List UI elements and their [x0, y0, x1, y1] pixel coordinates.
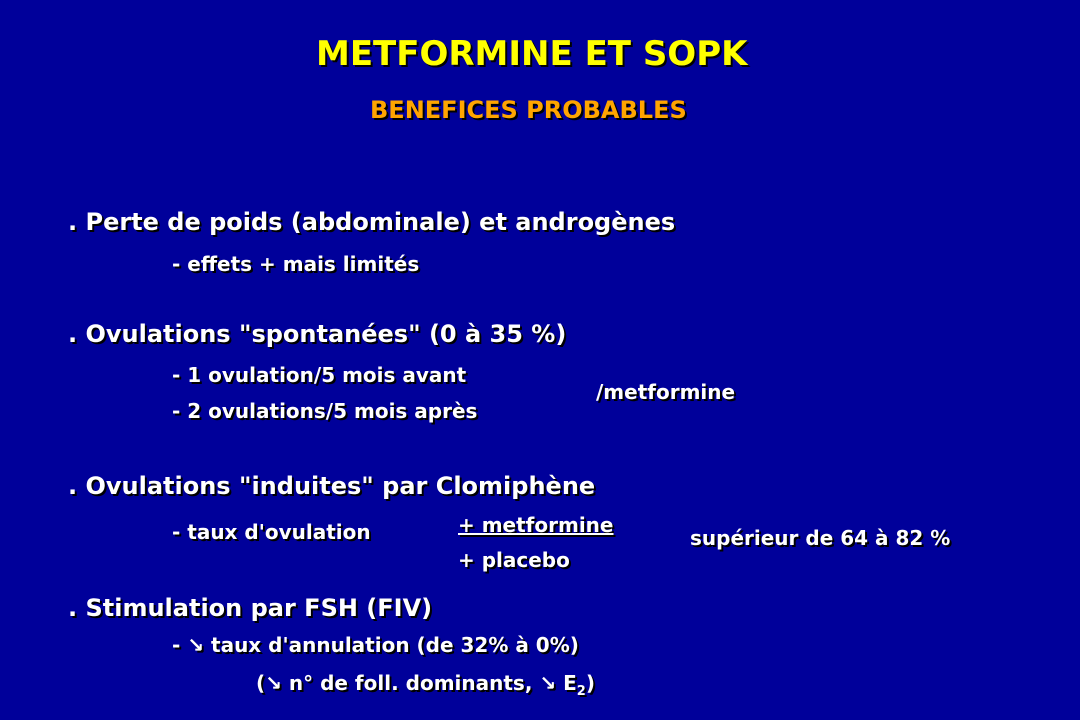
section4-line2-open: (	[256, 671, 266, 695]
section1-heading: . Perte de poids (abdominale) et androgènes	[68, 208, 676, 236]
section4-line1-prefix: -	[172, 633, 181, 657]
section2-side-note: /metformine	[596, 380, 736, 404]
section4-heading: . Stimulation par FSH (FIV)	[68, 594, 433, 622]
section3-heading: . Ovulations "induites" par Clomiphène	[68, 472, 596, 500]
slide-title: METFORMINE ET SOPK	[316, 34, 748, 74]
arrow-down-right-icon: ↘	[187, 633, 205, 657]
section1-line1: - effets + mais limités	[172, 252, 420, 276]
section4-line2-text2: E	[563, 671, 577, 695]
section3-result: supérieur de 64 à 82 %	[690, 526, 951, 550]
section4-line2-close: )	[585, 671, 595, 695]
section2-line1: - 1 ovulation/5 mois avant	[172, 363, 467, 387]
section4-line2-sub: 2	[576, 684, 586, 699]
section2-heading: . Ovulations "spontanées" (0 à 35 %)	[68, 320, 567, 348]
section3-line1: - taux d'ovulation	[172, 520, 371, 544]
section3-numerator: + metformine	[458, 513, 614, 537]
section4-line1-text: taux d'annulation (de 32% à 0%)	[211, 633, 579, 657]
section4-line2	[256, 671, 595, 699]
arrow-down-right-icon: ↘	[265, 671, 282, 695]
slide-subtitle: BENEFICES PROBABLES	[370, 96, 687, 124]
section2-line2: - 2 ovulations/5 mois après	[172, 399, 478, 423]
section4-line1	[172, 633, 579, 657]
section3-denominator: + placebo	[458, 548, 570, 572]
section4-line2-text1: n° de foll. dominants,	[288, 671, 533, 695]
arrow-down-right-icon: ↘	[539, 671, 557, 695]
